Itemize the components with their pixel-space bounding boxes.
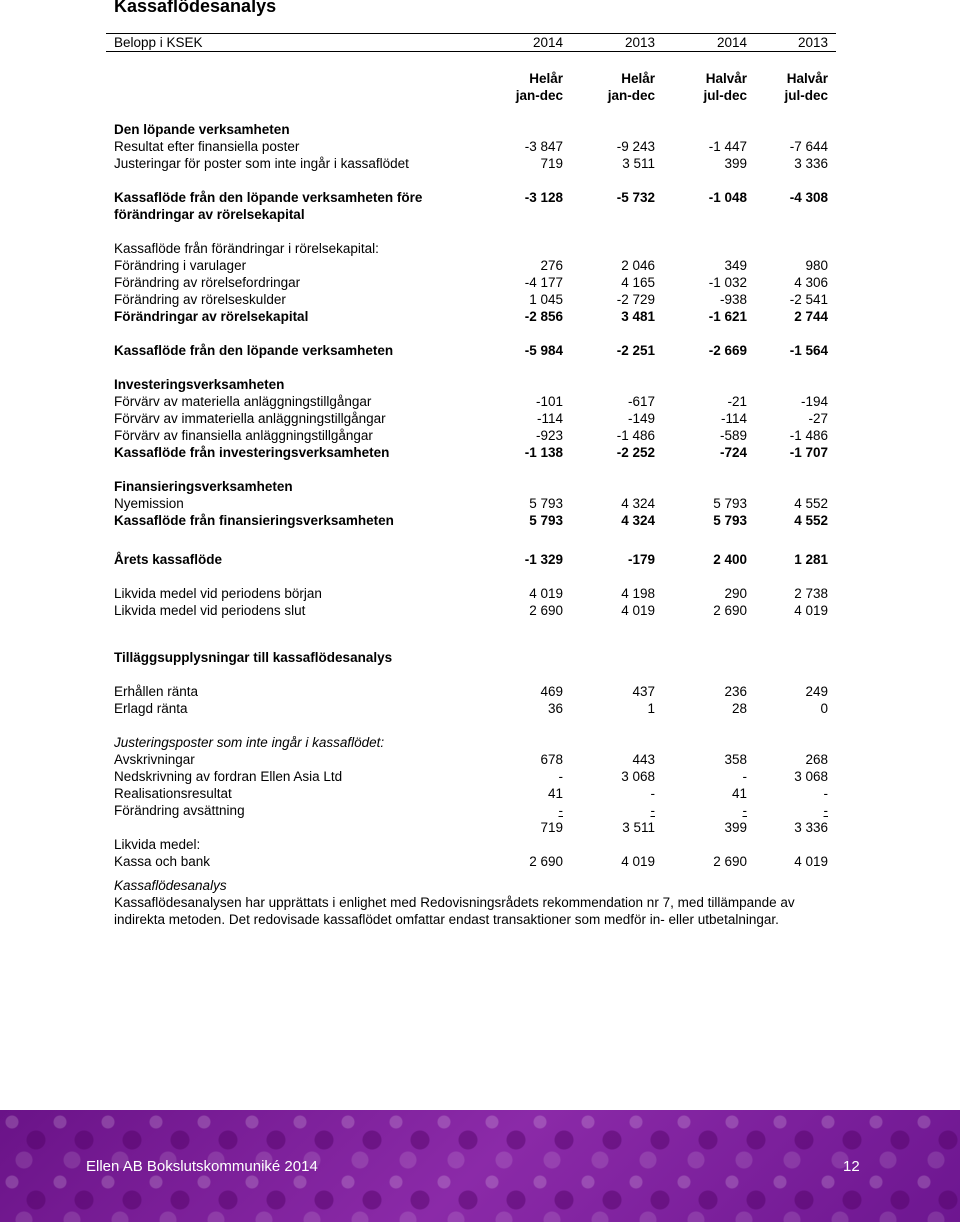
row-label: Likvida medel vid periodens slut	[114, 603, 306, 618]
cell: 4 198	[621, 586, 655, 601]
table-row	[114, 495, 828, 512]
cell: 3 336	[794, 156, 828, 171]
cell: 2 046	[621, 258, 655, 273]
cell: -2 856	[524, 309, 563, 324]
cell: -9 243	[616, 139, 655, 154]
row-label: Nyemission	[114, 496, 184, 511]
cell: -	[823, 786, 828, 801]
cell: 2 690	[713, 603, 747, 618]
row-label: Kassaflöde från förändringar i rörelsekapital:	[114, 241, 379, 256]
table-row	[114, 700, 828, 717]
cell: -3 128	[524, 190, 563, 205]
cell: 4 552	[794, 496, 828, 511]
page-number: 12	[843, 1158, 860, 1175]
row-label: Förändring av rörelseskulder	[114, 292, 286, 307]
table-row	[114, 683, 828, 700]
row-label: Kassaflöde från finansieringsverksamheten	[114, 513, 394, 528]
row-label: Förvärv av immateriella anläggningstillgångar	[114, 411, 386, 426]
section-subheading-working-capital	[114, 240, 828, 257]
cell: 719	[540, 156, 563, 171]
table-row-total	[114, 342, 828, 359]
cell: -2 669	[708, 343, 747, 358]
period-range-col-2: jan-dec	[607, 88, 655, 103]
cell: -114	[536, 411, 563, 426]
row-label: Kassaflöde från investeringsverksamheten	[114, 445, 390, 460]
cell: 349	[724, 258, 747, 273]
table-row	[114, 410, 828, 427]
cell: 41	[731, 786, 747, 801]
cell: -1 329	[524, 552, 563, 567]
table-row	[114, 785, 828, 802]
section-heading-operating	[114, 121, 828, 138]
row-label: Avskrivningar	[114, 752, 195, 767]
table-row-total	[114, 512, 828, 529]
cell: -194	[800, 394, 828, 409]
cell: 2 738	[794, 586, 828, 601]
cell: 5 793	[713, 513, 747, 528]
row-label: Förvärv av materiella anläggningstillgångar	[114, 394, 372, 409]
row-label: Likvida medel vid periodens början	[114, 586, 322, 601]
cell: -	[742, 769, 747, 784]
cell: -	[823, 803, 828, 818]
row-label: Förändring avsättning	[114, 803, 245, 818]
row-label: Tilläggsupplysningar till kassaflödesanalys	[114, 650, 393, 665]
cell: -589	[719, 428, 747, 443]
row-label: Likvida medel:	[114, 837, 201, 852]
cell: 3 336	[794, 820, 828, 835]
cell: 469	[540, 684, 563, 699]
table-row	[114, 274, 828, 291]
cell: 236	[724, 684, 747, 699]
row-label: Erhållen ränta	[114, 684, 199, 699]
row-label: Justeringar för poster som inte ingår i kassaflödet	[114, 156, 409, 171]
cell: -923	[535, 428, 563, 443]
cell: 4 019	[621, 603, 655, 618]
cell: 3 068	[621, 769, 655, 784]
cell: -1 032	[708, 275, 747, 290]
row-label: Justeringsposter som inte ingår i kassaflödet:	[114, 735, 385, 750]
cell: -7 644	[789, 139, 828, 154]
header-period-type-row	[114, 70, 828, 87]
cell: -1 486	[789, 428, 828, 443]
period-range-col-1: jan-dec	[515, 88, 563, 103]
cell: -4 177	[524, 275, 563, 290]
cell: 249	[805, 684, 828, 699]
table-row	[114, 291, 828, 308]
cell: 399	[724, 820, 747, 835]
table-row	[114, 853, 828, 870]
cell: 276	[540, 258, 563, 273]
cell: -1 486	[616, 428, 655, 443]
cell: 4 019	[621, 854, 655, 869]
row-label: Realisationsresultat	[114, 786, 232, 801]
cell: -1 447	[708, 139, 747, 154]
cell: 980	[805, 258, 828, 273]
cell: -1 564	[789, 343, 828, 358]
cell: 28	[731, 701, 747, 716]
row-label: Kassa och bank	[114, 854, 211, 869]
cell: 4 019	[794, 603, 828, 618]
cell: 3 511	[622, 156, 655, 171]
cell: 437	[632, 684, 655, 699]
cell: 3 481	[621, 309, 655, 324]
cell: 36	[547, 701, 563, 716]
cell: -114	[720, 411, 747, 426]
cell: 4 324	[621, 513, 655, 528]
cell: -	[650, 786, 655, 801]
row-label: Förvärv av finansiella anläggningstillgångar	[114, 428, 373, 443]
period-type-col-4: Halvår	[786, 71, 828, 86]
cell: -1 138	[524, 445, 563, 460]
row-label: Finansieringsverksamheten	[114, 479, 293, 494]
cell: 399	[724, 156, 747, 171]
cell: 4 019	[794, 854, 828, 869]
cell: -179	[627, 552, 655, 567]
cell: -724	[719, 445, 747, 460]
section-subheading-cash	[114, 836, 828, 853]
cell: -	[558, 803, 563, 818]
cell: -	[650, 803, 655, 818]
table-row	[114, 585, 828, 602]
cell: -2 729	[616, 292, 655, 307]
cell: -1 707	[789, 445, 828, 460]
row-label: Kassaflöde från den löpande verksamheten	[114, 343, 394, 358]
cell: -2 541	[789, 292, 828, 307]
table-row	[114, 427, 828, 444]
cell: 2 690	[529, 854, 563, 869]
table-row	[114, 751, 828, 768]
cell: -4 308	[789, 190, 828, 205]
cell: -5 732	[616, 190, 655, 205]
cell: 4 552	[794, 513, 828, 528]
footnote-text: Kassaflödesanalysen har upprättats i enlighet med Redovisningsrådets rekommendation nr 7, med tillämpande av indirekta metoden. Det redovisade kassaflödet omfattar endast transaktioner som medför in- eller utbetalningar.	[114, 895, 795, 927]
cell: 719	[540, 820, 563, 835]
cell: -	[742, 803, 747, 818]
cell: -1 621	[708, 309, 747, 324]
footer-text: Ellen AB Bokslutskommuniké 2014	[86, 1158, 318, 1175]
cell: -101	[535, 394, 563, 409]
period-range-col-3: jul-dec	[703, 88, 747, 103]
cell: 1	[647, 701, 655, 716]
table-row	[114, 602, 828, 619]
unit-label: Belopp i KSEK	[114, 35, 203, 50]
cash-flow-table	[114, 33, 828, 870]
year-col-1: 2014	[532, 35, 563, 50]
table-row	[114, 257, 828, 274]
cell: 358	[724, 752, 747, 767]
page-title: Kassaflödesanalys	[114, 0, 277, 16]
table-row	[114, 393, 828, 410]
cell: -5 984	[524, 343, 563, 358]
row-label: Förändringar av rörelsekapital	[114, 309, 309, 324]
cell: -149	[627, 411, 655, 426]
cell: 678	[540, 752, 563, 767]
cell: -27	[808, 411, 828, 426]
cell: -2 252	[616, 445, 655, 460]
footnote	[114, 877, 834, 928]
header-years-row	[114, 33, 828, 53]
cell: 443	[632, 752, 655, 767]
year-col-4: 2013	[797, 35, 828, 50]
header-period-range-row	[114, 87, 828, 104]
cell: 5 793	[529, 496, 563, 511]
table-row	[114, 802, 828, 819]
cell: 1 045	[529, 292, 563, 307]
cell: 41	[547, 786, 563, 801]
year-col-2: 2013	[624, 35, 655, 50]
table-row	[114, 155, 828, 172]
row-label-line-2: förändringar av rörelsekapital	[114, 207, 305, 222]
row-label: Investeringsverksamheten	[114, 377, 285, 392]
table-row-total	[114, 551, 828, 568]
cell: 4 306	[794, 275, 828, 290]
cell: 4 324	[621, 496, 655, 511]
table-row-subtotal	[114, 308, 828, 325]
row-label: Årets kassaflöde	[114, 552, 223, 567]
cell: -	[558, 769, 563, 784]
cell: -1 048	[708, 190, 747, 205]
row-label-line-1: Kassaflöde från den löpande verksamheten före	[114, 190, 423, 205]
cell: 2 400	[713, 552, 747, 567]
footnote-title: Kassaflödesanalys	[114, 878, 227, 893]
table-row-sum	[114, 819, 828, 836]
table-row-subtotal	[114, 189, 828, 223]
cell: -617	[627, 394, 655, 409]
row-label: Nedskrivning av fordran Ellen Asia Ltd	[114, 769, 343, 784]
row-label: Erlagd ränta	[114, 701, 188, 716]
table-row	[114, 138, 828, 155]
cell: 268	[805, 752, 828, 767]
period-type-col-2: Helår	[621, 71, 655, 86]
section-heading-financing	[114, 478, 828, 495]
period-type-col-3: Halvår	[705, 71, 747, 86]
row-label	[114, 189, 422, 223]
cell: 2 690	[529, 603, 563, 618]
period-range-col-4: jul-dec	[784, 88, 828, 103]
cell: -938	[719, 292, 747, 307]
cell: -2 251	[616, 343, 655, 358]
cell: 2 744	[794, 309, 828, 324]
cell: 1 281	[794, 552, 828, 567]
table-row-total	[114, 444, 828, 461]
cell: -21	[727, 394, 747, 409]
cell: 5 793	[529, 513, 563, 528]
section-heading-supplementary	[114, 649, 828, 666]
cell: 290	[724, 586, 747, 601]
row-label: Resultat efter finansiella poster	[114, 139, 300, 154]
table-row	[114, 768, 828, 785]
section-heading-investing	[114, 376, 828, 393]
cell: 5 793	[713, 496, 747, 511]
cell: 4 019	[529, 586, 563, 601]
section-subheading-adjustments	[114, 734, 828, 751]
cell: 3 511	[622, 820, 655, 835]
cell: 4 165	[621, 275, 655, 290]
row-label: Förändring av rörelsefordringar	[114, 275, 301, 290]
cell: 0	[820, 701, 828, 716]
cell: 3 068	[794, 769, 828, 784]
row-label: Den löpande verksamheten	[114, 122, 290, 137]
cell: 2 690	[713, 854, 747, 869]
period-type-col-1: Helår	[529, 71, 563, 86]
row-label: Förändring i varulager	[114, 258, 247, 273]
cell: -3 847	[524, 139, 563, 154]
year-col-3: 2014	[716, 35, 747, 50]
